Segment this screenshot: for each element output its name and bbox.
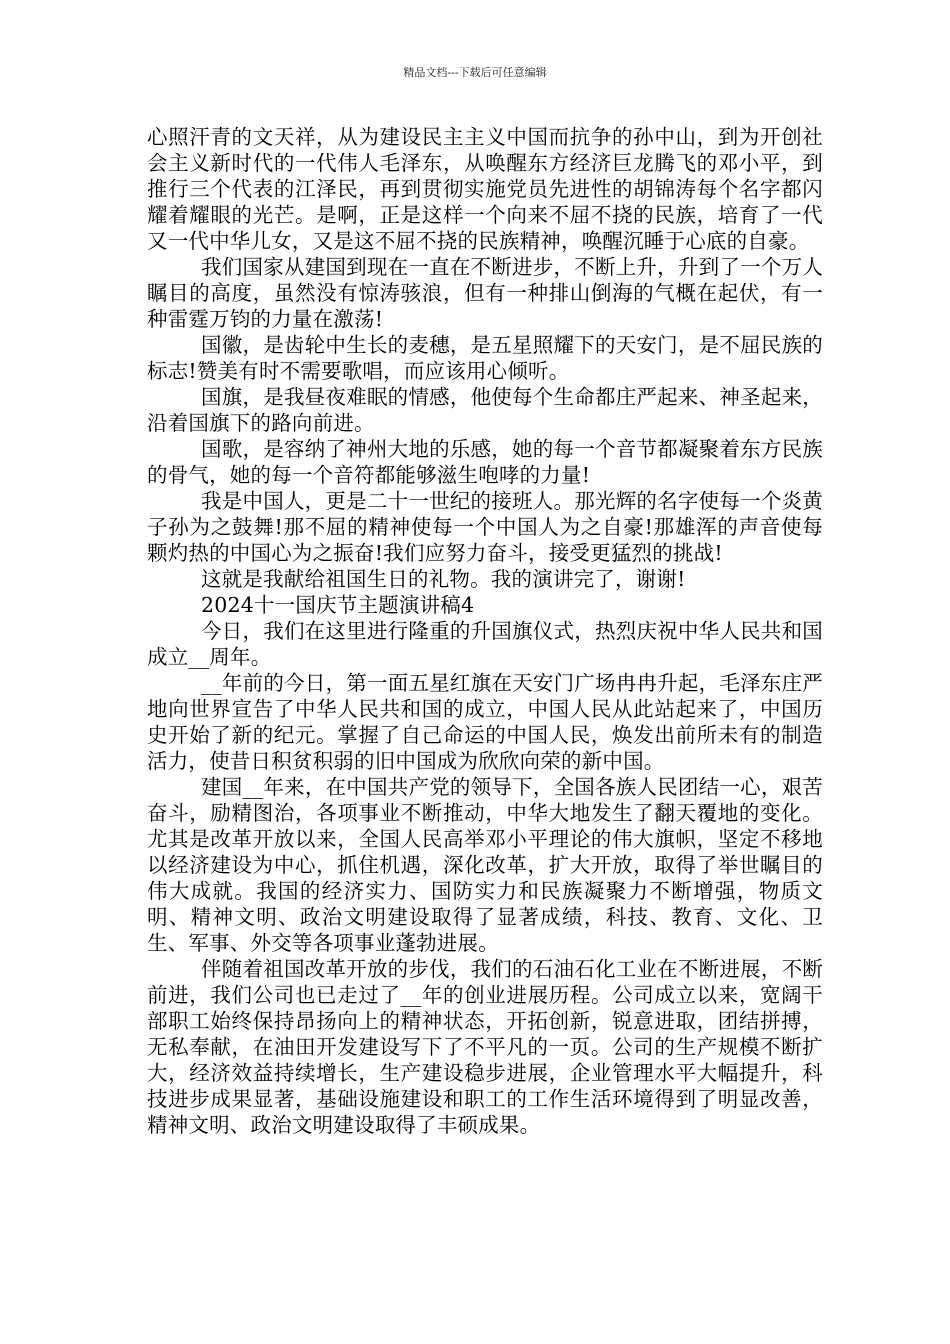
paragraph: 国歌，是容纳了神州大地的乐感，她的每一个音节都凝聚着东方民族的骨气，她的每一个音符都能够滋生咆哮的力量! [147, 437, 823, 487]
paragraph: 建国__年来，在中国共产党的领导下，全国各族人民团结一心，艰苦奋斗，励精图治，各项事业不断推动，中华大地发生了翻天覆地的变化。尤其是改革开放以来，全国人民高举邓小平理论的伟大旗帜，坚定不移地以经济建设为中心，抓住机遇，深化改革，扩大开放，取得了举世瞩目的伟大成就。我国的经济实力、国防实力和民族凝聚力不断增强，物质文明、精神文明、政治文明建设取得了显著成绩，科技、教育、文化、卫生、军事、外交等各项事业蓬勃进展。 [147, 775, 823, 955]
paragraph: 我是中国人，更是二十一世纪的接班人。那光辉的名字使每一个炎黄子孙为之鼓舞!那不屈的精神使每一个中国人为之自豪!那雄浑的声音使每颗灼热的中国心为之振奋!我们应努力奋斗，接受更猛烈的挑战! [147, 489, 823, 565]
paragraph: 我们国家从建国到现在一直在不断进步，不断上升，升到了一个万人瞩目的高度，虽然没有惊涛骇浪，但有一种排山倒海的气概在起伏，有一种雷霆万钧的力量在激荡! [147, 255, 823, 331]
paragraph: 国旗，是我昼夜难眠的情感，他使每个生命都庄严起来、神圣起来，沿着国旗下的路向前进。 [147, 385, 823, 435]
paragraph: 国徽，是齿轮中生长的麦穗，是五星照耀下的天安门，是不屈民族的标志!赞美有时不需要歌唱，而应该用心倾听。 [147, 333, 823, 383]
paragraph: __年前的今日，第一面五星红旗在天安门广场冉冉升起，毛泽东庄严地向世界宣告了中华人民共和国的成立，中国人民从此站起来了，中国历史开始了新的纪元。掌握了自己命运的中国人民，焕发出前所未有的制造活力，使昔日积贫积弱的旧中国成为欣欣向荣的新中国。 [147, 671, 823, 773]
paragraph: 这就是我献给祖国生日的礼物。我的演讲完了，谢谢! [201, 567, 686, 591]
paragraph: 伴随着祖国改革开放的步伐，我们的石油石化工业在不断进展，不断前进，我们公司也已走过了__年的创业进展历程。公司成立以来，宽阔干部职工始终保持昂扬向上的精神状态，开拓创新，锐意进取，团结拼搏，无私奉献，在油田开发建设写下了不平凡的一页。公司的生产规模不断扩大，经济效益持续增长，生产建设稳步进展，企业管理水平大幅提升，科技进步成果显著，基础设施建设和职工的工作生活环境得到了明显改善，精神文明、政治文明建设取得了丰硕成果。 [147, 957, 823, 1137]
document-body [147, 124, 823, 1138]
section-title: 2024十一国庆节主题演讲稿4 [201, 593, 475, 617]
paragraph: 今日，我们在这里进行隆重的升国旗仪式，热烈庆祝中华人民共和国成立__周年。 [147, 619, 823, 669]
paragraph: 心照汗青的文天祥，从为建设民主主义中国而抗争的孙中山，到为开创社会主义新时代的一代伟人毛泽东，从唤醒东方经济巨龙腾飞的邓小平，到推行三个代表的江泽民，再到贯彻实施党员先进性的胡锦涛每个名字都闪耀着耀眼的光芒。是啊，正是这样一个向来不屈不挠的民族，培育了一代又一代中华儿女，又是这不屈不挠的民族精神，唤醒沉睡于心底的自豪。 [147, 125, 823, 253]
page-header: 精品文档---下载后可任意编辑 [403, 66, 547, 79]
